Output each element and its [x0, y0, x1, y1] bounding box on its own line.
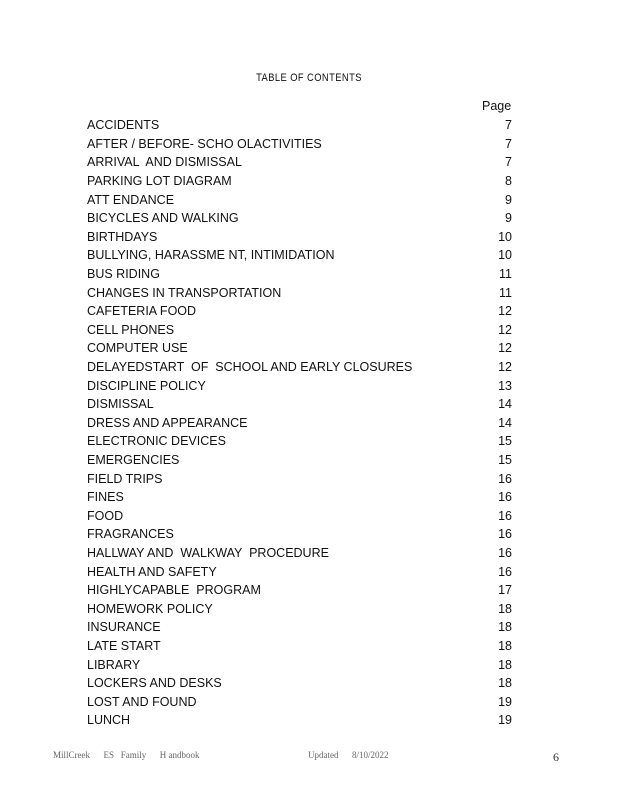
- toc-entry-page: 16: [498, 490, 512, 505]
- toc-entry[interactable]: [87, 711, 512, 730]
- toc-entry[interactable]: [87, 376, 512, 395]
- toc-entry[interactable]: [87, 525, 512, 544]
- toc-entry-page: 12: [498, 304, 512, 319]
- toc-entry-label: PARKING LOT DIAGRAM: [87, 174, 232, 189]
- toc-entry-page: 16: [498, 471, 512, 486]
- toc-entry-page: 12: [498, 341, 512, 356]
- toc-entry[interactable]: [87, 395, 512, 414]
- footer-page-number: 6: [553, 750, 559, 764]
- toc-entry-page: 18: [498, 620, 512, 635]
- toc-entry-label: CELL PHONES: [87, 322, 175, 337]
- toc-entry[interactable]: [87, 562, 512, 581]
- toc-entry-label: ELECTRONIC DEVICES: [87, 434, 226, 449]
- toc-entry-page: 18: [498, 657, 512, 672]
- toc-entry[interactable]: [87, 116, 512, 135]
- toc-entry-page: 14: [498, 397, 512, 412]
- toc-entry[interactable]: [87, 432, 512, 451]
- toc-entry-page: 16: [498, 508, 512, 523]
- page-column-header: Page: [482, 99, 512, 113]
- toc-entry[interactable]: [87, 414, 512, 433]
- toc-entry[interactable]: [87, 358, 512, 377]
- toc-entry-label: AFTER / BEFORE- SCHO OLACTIVITIES: [87, 136, 322, 151]
- toc-entry-page: 16: [498, 527, 512, 542]
- toc-entry[interactable]: [87, 506, 512, 525]
- page-title: TABLE OF CONTENTS: [256, 72, 362, 84]
- toc-entry[interactable]: [87, 321, 512, 340]
- toc-entry[interactable]: [87, 655, 512, 674]
- toc-entry-label: ARRIVAL AND DISMISSAL: [87, 155, 242, 170]
- toc-entry[interactable]: [87, 581, 512, 600]
- toc-entry-label: DELAYEDSTART OF SCHOOL AND EARLY CLOSURES: [87, 360, 413, 375]
- toc-entry-page: 16: [498, 564, 512, 579]
- toc-entry-label: FRAGRANCES: [87, 527, 174, 542]
- toc-entry-page: 13: [498, 378, 512, 393]
- toc-entry-page: 10: [498, 248, 512, 263]
- toc-entry[interactable]: [87, 153, 512, 172]
- toc-entry-label: ATT ENDANCE: [87, 192, 175, 207]
- toc-entry-label: INSURANCE: [87, 620, 161, 635]
- toc-entry-label: HOMEWORK POLICY: [87, 601, 213, 616]
- toc-entry[interactable]: [87, 172, 512, 191]
- toc-entry-label: CHANGES IN TRANSPORTATION: [87, 285, 282, 300]
- toc-entry-label: LUNCH: [87, 713, 131, 728]
- toc-entry-label: LATE START: [87, 638, 161, 653]
- toc-entry-page: 7: [505, 136, 512, 151]
- toc-entry-label: COMPUTER USE: [87, 341, 188, 356]
- toc-entry-page: 15: [498, 452, 512, 467]
- toc-entry-page: 18: [498, 638, 512, 653]
- toc-entry[interactable]: [87, 339, 512, 358]
- toc-entry[interactable]: [87, 190, 512, 209]
- toc-entry-label: HALLWAY AND WALKWAY PROCEDURE: [87, 545, 329, 560]
- toc-entry[interactable]: [87, 228, 512, 247]
- toc-entry-label: FOOD: [87, 508, 124, 523]
- toc-entry-page: 18: [498, 676, 512, 691]
- toc-entry[interactable]: [87, 544, 512, 563]
- toc-entry[interactable]: [87, 135, 512, 154]
- toc-entry[interactable]: [87, 618, 512, 637]
- toc-entry[interactable]: [87, 246, 512, 265]
- toc-entry-page: 7: [505, 155, 512, 170]
- toc-entry-label: CAFETERIA FOOD: [87, 304, 197, 319]
- toc-entry[interactable]: [87, 283, 512, 302]
- toc-entry-page: 11: [499, 285, 512, 300]
- toc-entry[interactable]: [87, 302, 512, 321]
- toc-entry-page: 17: [498, 583, 512, 598]
- toc-entry-page: 15: [498, 434, 512, 449]
- toc-entry-page: 16: [498, 545, 512, 560]
- toc-entry-page: 7: [505, 118, 512, 133]
- toc-entry-label: LOST AND FOUND: [87, 694, 197, 709]
- toc-entry-label: LOCKERS AND DESKS: [87, 676, 222, 691]
- toc-entry[interactable]: [87, 488, 512, 507]
- toc-entry[interactable]: [87, 599, 512, 618]
- toc-entry-page: 19: [498, 694, 512, 709]
- table-of-contents: [87, 116, 512, 730]
- toc-entry-label: DISCIPLINE POLICY: [87, 378, 206, 393]
- toc-entry-label: FIELD TRIPS: [87, 471, 163, 486]
- toc-entry-page: 9: [505, 192, 512, 207]
- toc-entry[interactable]: [87, 209, 512, 228]
- toc-entry[interactable]: [87, 451, 512, 470]
- toc-entry[interactable]: [87, 692, 512, 711]
- toc-entry-page: 9: [505, 211, 512, 226]
- footer-updated-date: Updated 8/10/2022: [308, 750, 389, 760]
- toc-entry-label: DRESS AND APPEARANCE: [87, 415, 248, 430]
- toc-entry-label: BIRTHDAYS: [87, 229, 158, 244]
- toc-entry[interactable]: [87, 674, 512, 693]
- toc-entry-label: LIBRARY: [87, 657, 141, 672]
- toc-entry-label: EMERGENCIES: [87, 452, 180, 467]
- toc-entry-page: 14: [498, 415, 512, 430]
- toc-entry-label: BULLYING, HARASSME NT, INTIMIDATION: [87, 248, 335, 263]
- toc-entry[interactable]: [87, 265, 512, 284]
- toc-entry-page: 8: [505, 174, 512, 189]
- footer-handbook-title: MillCreek ES Family H andbook: [53, 750, 200, 760]
- toc-entry-page: 12: [498, 360, 512, 375]
- toc-entry-page: 19: [498, 713, 512, 728]
- toc-entry-label: HEALTH AND SAFETY: [87, 564, 217, 579]
- toc-entry-label: ACCIDENTS: [87, 118, 160, 133]
- toc-entry-page: 12: [498, 322, 512, 337]
- toc-entry-label: BICYCLES AND WALKING: [87, 211, 239, 226]
- toc-entry-page: 10: [498, 229, 512, 244]
- toc-entry-label: BUS RIDING: [87, 267, 160, 282]
- toc-entry-page: 11: [499, 267, 512, 282]
- toc-entry-label: DISMISSAL: [87, 397, 154, 412]
- toc-entry-page: 18: [498, 601, 512, 616]
- toc-entry-label: FINES: [87, 490, 124, 505]
- toc-entry[interactable]: [87, 469, 512, 488]
- toc-entry[interactable]: [87, 637, 512, 656]
- toc-entry-label: HIGHLYCAPABLE PROGRAM: [87, 583, 261, 598]
